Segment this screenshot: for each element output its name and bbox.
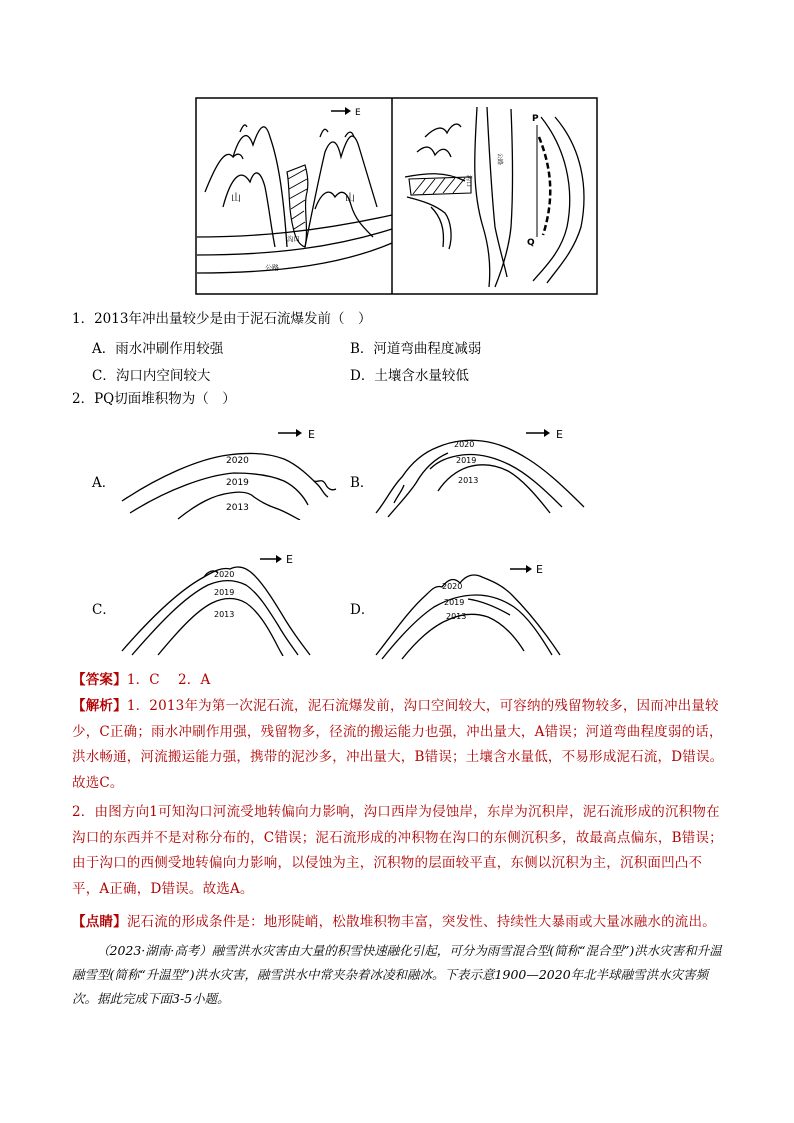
q2-option-d[interactable]: D． [350,602,375,618]
label-2019-d: 2019 [444,598,465,607]
diagram-d [372,555,592,660]
diagram-c [118,551,338,656]
label-2020-d: 2020 [442,582,463,591]
analysis-p1-text: 1．2013年为第一次泥石流，泥石流爆发前，沟口空间较大，可容纳的残留物较多，因而冲出量较少，C正确；雨水冲刷作用强，残留物多，径流的搬运能力也强，冲出量大，A错误；河道弯曲程度弱的话，洪水畅通，河流搬运能力强，携带的泥沙多，冲出量大，B错误；土壤含水量低，不易形成泥石流，D错误。故选C。 [72,698,724,791]
label-p: P [532,114,539,124]
question-2-stem: 2．PQ切面堆积物为（ ） [72,391,236,407]
label-road: 公路 [265,264,279,272]
label-2020-a: 2020 [226,456,249,466]
analysis-paragraph-2: 2．由图方向1可知沟口河流受地转偏向力影响，沟口西岸为侵蚀岸，东岸为沉积岸，泥石流形成的沉积物在沟口的东西并不是对称分布的，C错误；泥石流形成的冲积物在沟口的东侧沉积多，故最高点偏东，B错误；由于沟口的西侧受地转偏向力影响，以侵蚀为主，沉积物的层面较平直，东侧以沉积为主，沉积面凹凸不平，A正确，D错误。故选A。 [72,804,723,897]
q2-option-b[interactable]: B． [350,475,374,491]
label-gully: 沟口 [287,235,300,243]
q2-option-c[interactable]: C． [92,602,116,618]
label-2013-c: 2013 [214,610,235,619]
label-2020-c: 2020 [214,570,235,579]
question-1-stem: 1．2013年冲出量较少是由于泥石流爆发前（ ） [72,311,372,327]
top-figure [195,97,598,295]
arrow-e-left [331,107,351,115]
arrow-e-b [526,429,550,437]
label-2019-a: 2019 [226,478,249,488]
label-2013-b: 2013 [458,476,479,485]
answer-text: 1．C 2．A [126,672,211,688]
label-2020-b: 2020 [454,440,475,449]
label-mountain-a: 山 [231,193,241,204]
analysis-tag: 【解析】 [72,698,127,714]
tip-line [72,910,732,936]
analysis-paragraph-1 [72,694,724,796]
q1-option-a[interactable]: A．雨水冲刷作用较强 [92,341,224,357]
label-q: Q [527,238,535,248]
label-2019-b: 2019 [456,456,477,465]
arrow-e-a [278,429,302,437]
label-e-a: E [308,428,315,441]
label-e-d: E [536,563,543,576]
label-e-c: E [286,553,293,566]
tip-text: 泥石流的形成条件是：地形陡峭，松散堆积物丰富，突发性、持续性大暴雨或大量冰融水的流出。 [126,914,716,930]
pq-line [537,125,550,237]
answer-line [72,668,210,694]
label-2013-a: 2013 [226,503,249,513]
right-panel [405,107,584,287]
diagram-b [372,425,592,520]
arrow-e-c [260,555,282,563]
q1-option-c[interactable]: C．沟口内空间较大 [92,368,211,384]
q1-option-d[interactable]: D．土壤含水量较低 [350,368,469,384]
left-panel [197,125,392,273]
q2-option-a[interactable]: A． [92,475,116,491]
label-e-b: E [556,428,563,441]
next-question-intro: （2023·湖南·高考）融雪洪水灾害由大量的积雪快速融化引起，可分为雨雪混合型(简称“混合型”)洪水灾害和升温融雪型(简称“升温型”)洪水灾害，融雪洪水中常夹杂着冰凌和融冰。下表示意1900—2020年北半球融雪洪水灾害频次。据此完成下面3-5小题。 [72,943,722,1006]
q1-option-b[interactable]: B．河道弯曲程度减弱 [350,341,482,357]
label-2013-d: 2013 [446,612,467,621]
label-mountain-b: 山 [345,193,355,204]
tip-tag: 【点睛】 [72,914,127,930]
label-2019-c: 2019 [214,588,235,597]
answer-tag: 【答案】 [72,672,127,688]
label-e: E [355,108,361,118]
label-road-right: 公路 [496,153,503,166]
diagram-a [118,425,338,520]
label-gully-right: 沟口 [465,175,472,188]
arrow-e-d [510,565,532,573]
